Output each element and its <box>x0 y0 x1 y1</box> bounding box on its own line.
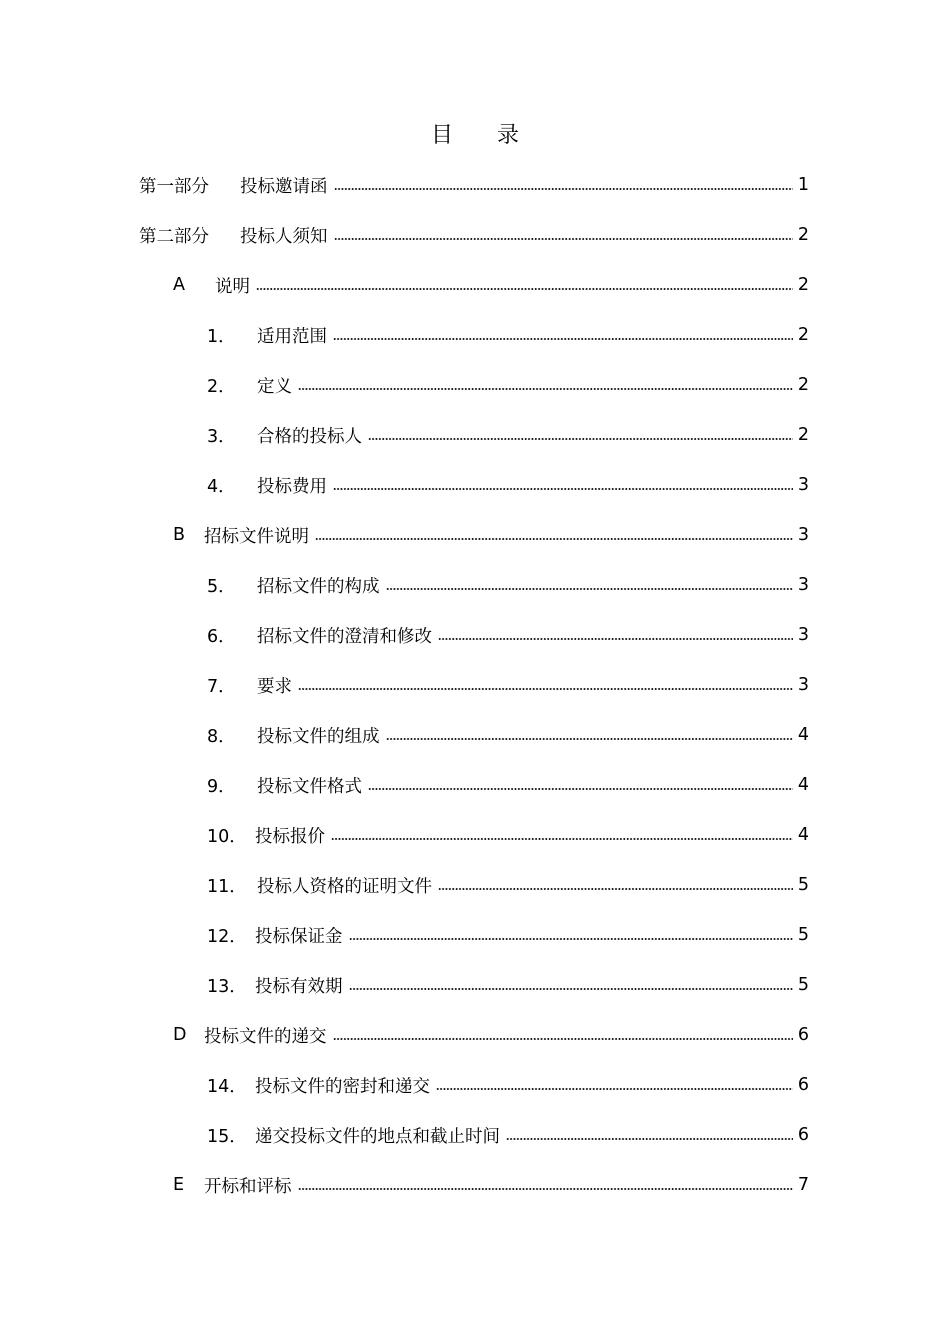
toc-entry-page: 4 <box>797 825 809 845</box>
dot-leader <box>438 638 793 640</box>
toc-entry[interactable] <box>207 810 809 860</box>
toc-entry[interactable] <box>207 560 809 610</box>
toc-entry[interactable] <box>207 860 809 910</box>
toc-entry-number: 5． <box>207 576 236 597</box>
toc-entry[interactable] <box>139 210 809 260</box>
toc-entry-number: 4． <box>207 476 236 497</box>
toc-entry-title: 投标费用 <box>257 476 327 497</box>
toc-entry-number: 15． <box>207 1126 247 1147</box>
toc-entry-number: 8． <box>207 726 236 747</box>
dot-leader <box>349 938 794 940</box>
toc-entry-title: 定义 <box>257 376 292 397</box>
dot-leader <box>438 888 793 890</box>
toc-entry[interactable] <box>207 1060 809 1110</box>
toc-entry[interactable] <box>207 410 809 460</box>
toc-entry-title: 投标邀请函 <box>240 176 328 197</box>
toc-entry-page: 3 <box>797 575 809 595</box>
toc-entry-page: 4 <box>797 775 809 795</box>
toc-entry-title: 投标文件的密封和递交 <box>255 1076 430 1097</box>
toc-entry-number: 14． <box>207 1076 247 1097</box>
toc-entry-page: 5 <box>797 975 809 995</box>
toc-entry[interactable] <box>207 760 809 810</box>
toc-entry-number: 13． <box>207 976 247 997</box>
toc-entry[interactable] <box>207 910 809 960</box>
toc-entry-number: 3． <box>207 426 236 447</box>
toc-entry-number: 2． <box>207 376 236 397</box>
toc-title: 目 录 <box>430 123 519 148</box>
toc-entry[interactable] <box>207 710 809 760</box>
toc-entry-page: 2 <box>797 375 809 395</box>
dot-leader <box>298 1188 794 1190</box>
toc-entry-title: 投标文件的递交 <box>204 1026 327 1047</box>
toc-entry[interactable] <box>207 660 809 710</box>
toc-entry[interactable] <box>207 960 809 1010</box>
dot-leader <box>334 188 794 190</box>
dot-leader <box>298 388 793 390</box>
toc-entry-number: D <box>173 1025 187 1045</box>
toc-entry-page: 3 <box>797 525 809 545</box>
toc-entry-page: 5 <box>797 875 809 895</box>
toc-entry-page: 4 <box>797 725 809 745</box>
toc-entry[interactable] <box>207 360 809 410</box>
toc-entry-title: 要求 <box>257 676 292 697</box>
toc-entry-number: A <box>173 275 185 295</box>
toc-entry[interactable] <box>173 510 809 560</box>
dot-leader <box>333 488 793 490</box>
toc-entry-number: 1． <box>207 326 236 347</box>
toc-entry-number: 9． <box>207 776 236 797</box>
toc-entry-number: 10． <box>207 826 247 847</box>
dot-leader <box>334 238 794 240</box>
toc-entry-page: 7 <box>797 1175 809 1195</box>
dot-leader <box>298 688 793 690</box>
dot-leader <box>506 1138 793 1140</box>
toc-entry-title: 投标有效期 <box>255 976 343 997</box>
toc-entry-title: 投标人资格的证明文件 <box>257 876 432 897</box>
toc-entry-page: 3 <box>797 475 809 495</box>
toc-entry-number: 7． <box>207 676 236 697</box>
toc-entry[interactable] <box>139 160 809 210</box>
toc-entry-page: 6 <box>797 1075 809 1095</box>
dot-leader <box>349 988 794 990</box>
toc-entry[interactable] <box>207 310 809 360</box>
toc-entry[interactable] <box>207 460 809 510</box>
toc-entry-title: 投标人须知 <box>240 226 328 247</box>
toc-entry-title: 投标文件的组成 <box>257 726 380 747</box>
toc-entry-title: 说明 <box>215 276 250 297</box>
toc-entry-title: 投标文件格式 <box>257 776 362 797</box>
toc-entry-page: 2 <box>797 225 809 245</box>
toc-entry[interactable] <box>173 1160 809 1210</box>
toc-entry-title: 投标报价 <box>255 826 325 847</box>
dot-leader <box>386 738 794 740</box>
toc-entry-page: 1 <box>797 175 809 195</box>
toc-entry-page: 6 <box>797 1025 809 1045</box>
toc-entry-title: 开标和评标 <box>204 1176 292 1197</box>
toc-entry-page: 2 <box>797 325 809 345</box>
toc-entry-title: 合格的投标人 <box>257 426 362 447</box>
toc-entry-number: B <box>173 525 186 545</box>
toc-entry[interactable] <box>207 1110 809 1160</box>
toc-entry[interactable] <box>173 260 809 310</box>
toc-entry-title: 投标保证金 <box>255 926 343 947</box>
toc-entry-page: 3 <box>797 625 809 645</box>
toc-entry-page: 2 <box>797 425 809 445</box>
toc-entry-number: 第二部分 <box>139 226 209 247</box>
toc-entry-title: 招标文件的澄清和修改 <box>257 626 432 647</box>
toc-entry-title: 招标文件的构成 <box>257 576 380 597</box>
toc-entry-page: 3 <box>797 675 809 695</box>
dot-leader <box>368 788 793 790</box>
dot-leader <box>436 1088 793 1090</box>
toc-entry-title: 递交投标文件的地点和截止时间 <box>255 1126 500 1147</box>
dot-leader <box>333 338 793 340</box>
dot-leader <box>333 1038 794 1040</box>
toc-entry-number: 第一部分 <box>139 176 209 197</box>
toc-entry-page: 6 <box>797 1125 809 1145</box>
toc-entry-number: 6． <box>207 626 236 647</box>
dot-leader <box>256 288 793 290</box>
dot-leader <box>386 588 794 590</box>
dot-leader <box>331 838 793 840</box>
toc-entry-page: 5 <box>797 925 809 945</box>
toc-entry-page: 2 <box>797 275 809 295</box>
dot-leader <box>315 538 793 540</box>
toc-entry-title: 适用范围 <box>257 326 327 347</box>
toc-entry-number: E <box>173 1175 185 1195</box>
toc-entry-number: 11． <box>207 876 247 897</box>
toc-entry[interactable] <box>173 1010 809 1060</box>
toc-entry-title: 招标文件说明 <box>204 526 309 547</box>
toc-entry-number: 12． <box>207 926 247 947</box>
dot-leader <box>368 438 793 440</box>
toc-entry[interactable] <box>207 610 809 660</box>
